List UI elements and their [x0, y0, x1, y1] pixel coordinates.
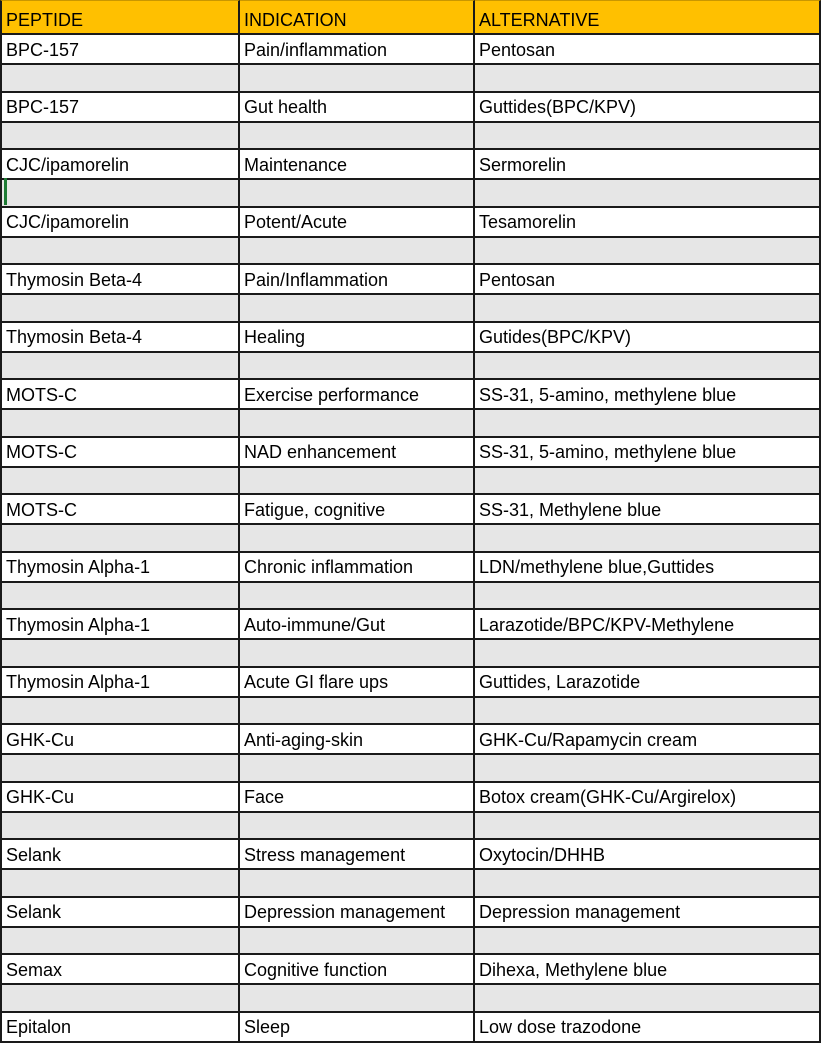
empty-cell[interactable]: [475, 583, 821, 611]
spacer-row: [0, 238, 823, 266]
spacer-row: [0, 755, 823, 783]
empty-cell[interactable]: [240, 295, 475, 323]
empty-cell[interactable]: [475, 65, 821, 93]
table-row: [0, 495, 823, 525]
empty-cell[interactable]: [475, 870, 821, 898]
indication-cell[interactable]: Exercise performance: [240, 380, 475, 410]
spacer-row: [0, 698, 823, 726]
table-row: [0, 150, 823, 180]
header-row: [0, 0, 823, 35]
peptide-cell[interactable]: BPC-157: [0, 93, 240, 123]
indication-cell[interactable]: Chronic inflammation: [240, 553, 475, 583]
empty-cell[interactable]: [240, 410, 475, 438]
header-peptide[interactable]: PEPTIDE: [0, 0, 240, 35]
empty-cell[interactable]: [240, 353, 475, 381]
empty-cell[interactable]: [0, 65, 240, 93]
empty-cell[interactable]: [240, 755, 475, 783]
peptide-cell[interactable]: GHK-Cu: [0, 783, 240, 813]
indication-cell[interactable]: Sleep: [240, 1013, 475, 1043]
header-alternative[interactable]: ALTERNATIVE: [475, 0, 821, 35]
active-cell-indicator: [4, 178, 7, 205]
table-row: [0, 438, 823, 468]
indication-cell[interactable]: Potent/Acute: [240, 208, 475, 238]
table-row: [0, 725, 823, 755]
empty-cell[interactable]: [0, 870, 240, 898]
empty-cell[interactable]: [475, 525, 821, 553]
empty-cell[interactable]: [475, 698, 821, 726]
spacer-row: [0, 65, 823, 93]
table-row: [0, 668, 823, 698]
empty-cell[interactable]: [0, 698, 240, 726]
peptide-cell[interactable]: Thymosin Alpha-1: [0, 668, 240, 698]
empty-cell[interactable]: [240, 180, 475, 208]
spacer-row: [0, 525, 823, 553]
empty-cell[interactable]: [475, 985, 821, 1013]
empty-cell[interactable]: [475, 640, 821, 668]
empty-cell[interactable]: [0, 755, 240, 783]
spacer-row: [0, 123, 823, 151]
empty-cell[interactable]: [475, 180, 821, 208]
spacer-row: [0, 468, 823, 496]
peptide-cell[interactable]: CJC/ipamorelin: [0, 150, 240, 180]
spacer-row: [0, 353, 823, 381]
empty-cell[interactable]: [475, 755, 821, 783]
empty-cell[interactable]: [475, 353, 821, 381]
indication-cell[interactable]: Fatigue, cognitive: [240, 495, 475, 525]
alternative-cell[interactable]: Larazotide/BPC/KPV-Methylene: [475, 610, 821, 640]
indication-cell[interactable]: Gut health: [240, 93, 475, 123]
empty-cell[interactable]: [0, 238, 240, 266]
alternative-cell[interactable]: Guttides, Larazotide: [475, 668, 821, 698]
table-body: [0, 35, 823, 1043]
peptide-cell[interactable]: Thymosin Beta-4: [0, 323, 240, 353]
peptide-cell[interactable]: Semax: [0, 955, 240, 985]
alternative-cell[interactable]: Tesamorelin: [475, 208, 821, 238]
alternative-cell[interactable]: SS-31, 5-amino, methylene blue: [475, 380, 821, 410]
alternative-cell[interactable]: Botox cream(GHK-Cu/Argirelox): [475, 783, 821, 813]
empty-cell[interactable]: [0, 180, 240, 208]
indication-cell[interactable]: Pain/inflammation: [240, 35, 475, 65]
empty-cell[interactable]: [240, 583, 475, 611]
table-row: [0, 783, 823, 813]
empty-cell[interactable]: [0, 295, 240, 323]
alternative-cell[interactable]: Gutides(BPC/KPV): [475, 323, 821, 353]
peptide-cell[interactable]: CJC/ipamorelin: [0, 208, 240, 238]
spacer-row: [0, 985, 823, 1013]
empty-cell[interactable]: [475, 295, 821, 323]
spacer-row: [0, 870, 823, 898]
empty-cell[interactable]: [475, 468, 821, 496]
empty-cell[interactable]: [0, 583, 240, 611]
peptide-cell[interactable]: Selank: [0, 840, 240, 870]
peptide-cell[interactable]: BPC-157: [0, 35, 240, 65]
empty-cell[interactable]: [0, 813, 240, 841]
peptide-cell[interactable]: Thymosin Beta-4: [0, 265, 240, 295]
table-row: [0, 1013, 823, 1043]
empty-cell[interactable]: [475, 410, 821, 438]
spacer-row: [0, 410, 823, 438]
alternative-cell[interactable]: SS-31, 5-amino, methylene blue: [475, 438, 821, 468]
empty-cell[interactable]: [0, 123, 240, 151]
spacer-row: [0, 928, 823, 956]
empty-cell[interactable]: [475, 928, 821, 956]
indication-cell[interactable]: Pain/Inflammation: [240, 265, 475, 295]
indication-cell[interactable]: Acute GI flare ups: [240, 668, 475, 698]
indication-cell[interactable]: Cognitive function: [240, 955, 475, 985]
table-row: [0, 553, 823, 583]
spacer-row: [0, 583, 823, 611]
peptide-cell[interactable]: Thymosin Alpha-1: [0, 553, 240, 583]
empty-cell[interactable]: [0, 468, 240, 496]
empty-cell[interactable]: [240, 123, 475, 151]
empty-cell[interactable]: [0, 353, 240, 381]
table-row: [0, 93, 823, 123]
peptide-cell[interactable]: Selank: [0, 898, 240, 928]
alternative-cell[interactable]: SS-31, Methylene blue: [475, 495, 821, 525]
alternative-cell[interactable]: LDN/methylene blue,Guttides: [475, 553, 821, 583]
indication-cell[interactable]: Face: [240, 783, 475, 813]
spacer-row: [0, 640, 823, 668]
empty-cell[interactable]: [0, 525, 240, 553]
alternative-cell[interactable]: Oxytocin/DHHB: [475, 840, 821, 870]
empty-cell[interactable]: [475, 123, 821, 151]
header-indication[interactable]: INDICATION: [240, 0, 475, 35]
indication-cell[interactable]: NAD enhancement: [240, 438, 475, 468]
empty-cell[interactable]: [240, 928, 475, 956]
empty-cell[interactable]: [240, 65, 475, 93]
empty-cell[interactable]: [0, 928, 240, 956]
table-row: [0, 208, 823, 238]
indication-cell[interactable]: Maintenance: [240, 150, 475, 180]
empty-cell[interactable]: [240, 238, 475, 266]
empty-cell[interactable]: [240, 698, 475, 726]
alternative-cell[interactable]: Pentosan: [475, 265, 821, 295]
empty-cell[interactable]: [0, 985, 240, 1013]
peptide-cell[interactable]: Epitalon: [0, 1013, 240, 1043]
spacer-row: [0, 813, 823, 841]
peptide-cell[interactable]: GHK-Cu: [0, 725, 240, 755]
table-row: [0, 955, 823, 985]
indication-cell[interactable]: Healing: [240, 323, 475, 353]
empty-cell[interactable]: [240, 985, 475, 1013]
alternative-cell[interactable]: Dihexa, Methylene blue: [475, 955, 821, 985]
peptide-cell[interactable]: MOTS-C: [0, 495, 240, 525]
table-row: [0, 35, 823, 65]
empty-cell[interactable]: [240, 813, 475, 841]
alternative-cell[interactable]: Low dose trazodone: [475, 1013, 821, 1043]
empty-cell[interactable]: [240, 525, 475, 553]
indication-cell[interactable]: Anti-aging-skin: [240, 725, 475, 755]
spacer-row: [0, 295, 823, 323]
table-row: [0, 898, 823, 928]
empty-cell[interactable]: [475, 813, 821, 841]
peptide-cell[interactable]: MOTS-C: [0, 438, 240, 468]
empty-cell[interactable]: [0, 410, 240, 438]
empty-cell[interactable]: [240, 468, 475, 496]
peptide-cell[interactable]: MOTS-C: [0, 380, 240, 410]
indication-cell[interactable]: Depression management: [240, 898, 475, 928]
table-row: [0, 265, 823, 295]
alternative-cell[interactable]: Depression management: [475, 898, 821, 928]
alternative-cell[interactable]: GHK-Cu/Rapamycin cream: [475, 725, 821, 755]
table-row: [0, 380, 823, 410]
alternative-cell[interactable]: Sermorelin: [475, 150, 821, 180]
indication-cell[interactable]: Auto-immune/Gut: [240, 610, 475, 640]
table-row: [0, 840, 823, 870]
spacer-row: [0, 180, 823, 208]
peptide-cell[interactable]: Thymosin Alpha-1: [0, 610, 240, 640]
alternative-cell[interactable]: Pentosan: [475, 35, 821, 65]
empty-cell[interactable]: [240, 870, 475, 898]
empty-cell[interactable]: [240, 640, 475, 668]
empty-cell[interactable]: [475, 238, 821, 266]
table-row: [0, 323, 823, 353]
indication-cell[interactable]: Stress management: [240, 840, 475, 870]
empty-cell[interactable]: [0, 640, 240, 668]
table-row: [0, 610, 823, 640]
alternative-cell[interactable]: Guttides(BPC/KPV): [475, 93, 821, 123]
